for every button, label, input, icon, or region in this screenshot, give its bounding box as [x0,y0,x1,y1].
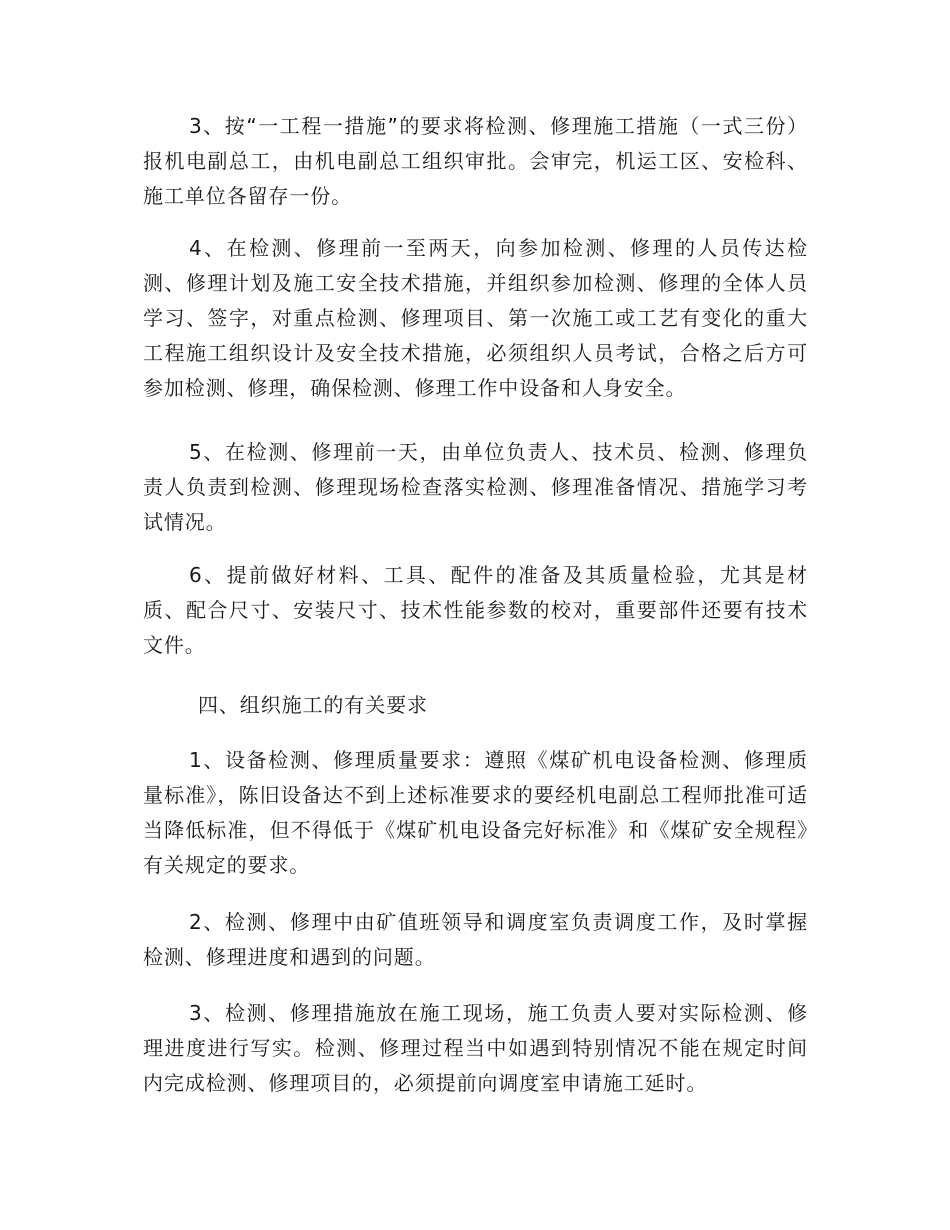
section-paragraph-2: 2、检测、修理中由矿值班领导和调度室负责调度工作，及时掌握检测、修理进度和遇到的问题。 [143,910,808,969]
section-heading: 四、组织施工的有关要求 [198,693,428,717]
paragraph-item-3: 3、按“一工程一措施”的要求将检测、修理施工措施（一式三份）报机电副总工，由机电副总工组织审批。会审完，机运工区、安检科、施工单位各留存一份。 [143,114,808,208]
paragraph-item-5: 5、在检测、修理前一天，由单位负责人、技术员、检测、修理负责人负责到检测、修理现场检查落实检测、修理准备情况、措施学习考试情况。 [143,440,808,534]
section-paragraph-3: 3、检测、修理措施放在施工现场，施工负责人要对实际检测、修理进度进行写实。检测、修理过程当中如遇到特别情况不能在规定时间内完成检测、修理项目的，必须提前向调度室申请施工延时。 [143,1001,808,1095]
paragraph-item-6: 6、提前做好材料、工具、配件的准备及其质量检验，尤其是材质、配合尺寸、安装尺寸、技术性能参数的校对，重要部件还要有技术文件。 [143,563,808,657]
section-paragraph-1: 1、设备检测、修理质量要求：遵照《煤矿机电设备检测、修理质量标准》，陈旧设备达不到上述标准要求的要经机电副总工程师批准可适当降低标准，但不得低于《煤矿机电设备完好标准》和《煤矿安全规程》有关规定的要求。 [143,748,808,877]
paragraph-item-4: 4、在检测、修理前一至两天，向参加检测、修理的人员传达检测、修理计划及施工安全技术措施，并组织参加检测、修理的全体人员学习、签字，对重点检测、修理项目、第一次施工或工艺有变化的重大工程施工组织设计及安全技术措施，必须组织人员考试，合格之后方可参加检测、修理，确保检测、修理工作中设备和人身安全。 [143,236,808,400]
